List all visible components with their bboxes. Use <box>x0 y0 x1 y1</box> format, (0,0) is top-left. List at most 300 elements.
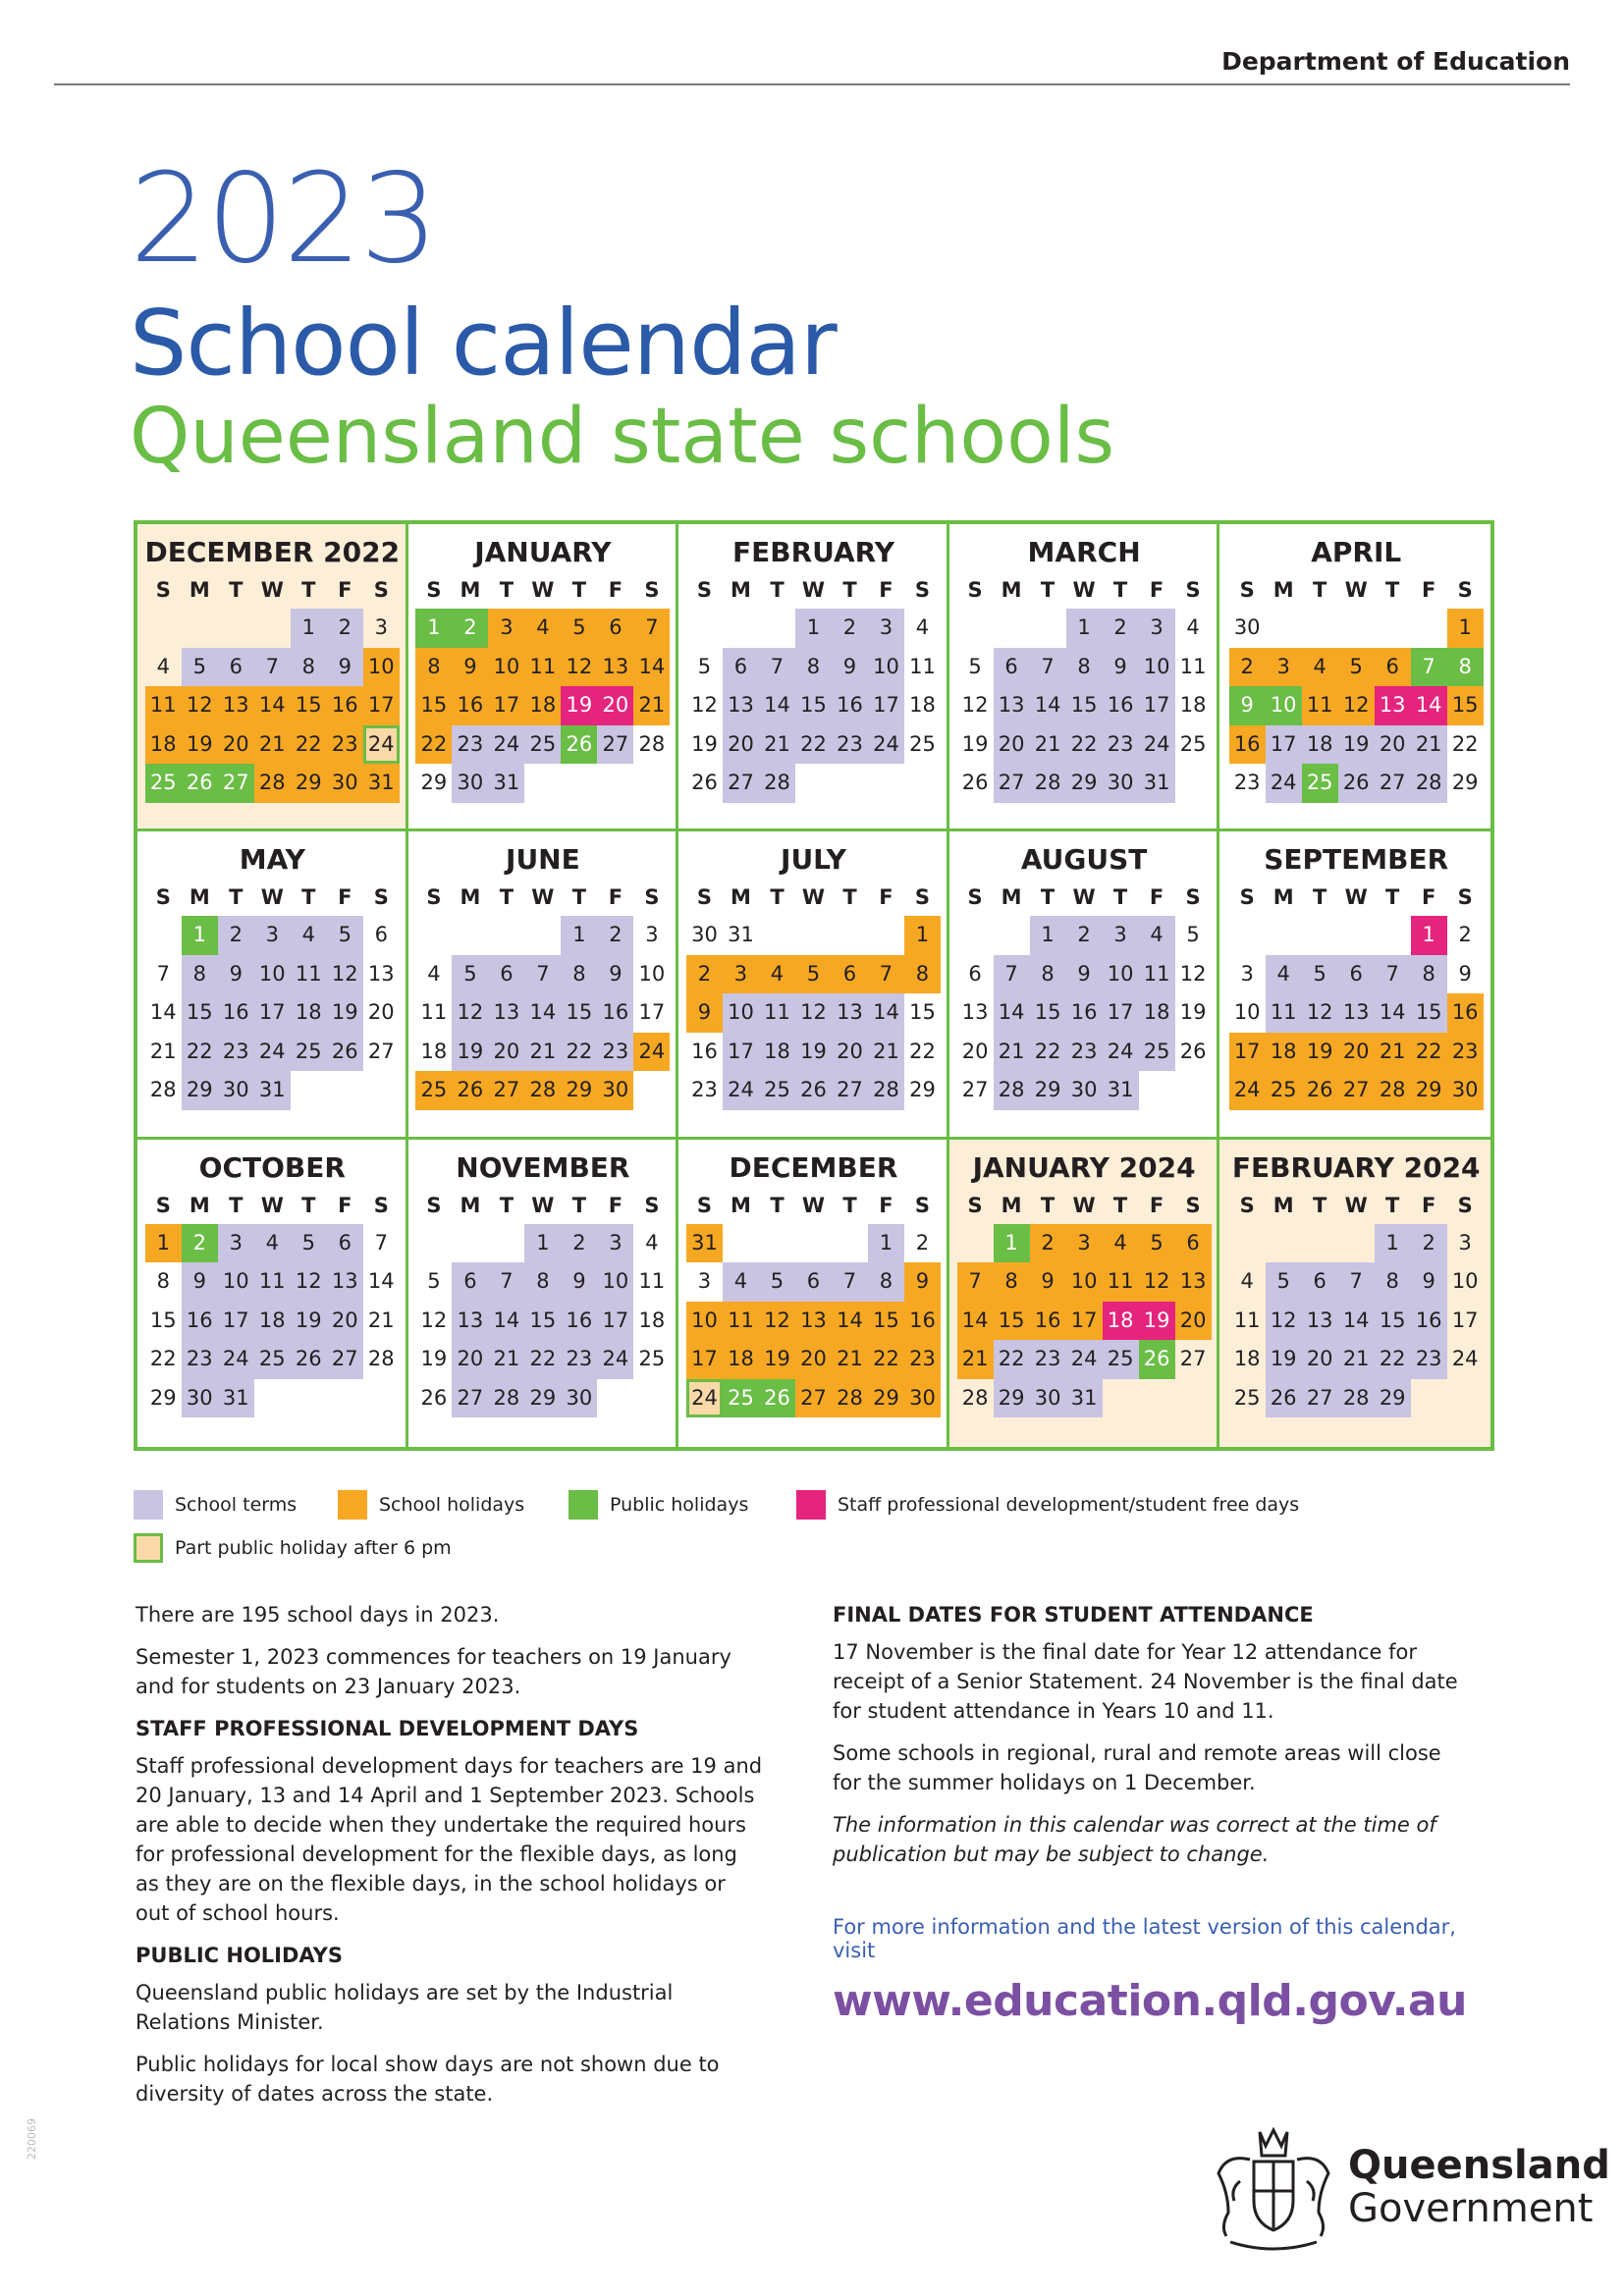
day-cell: 18 <box>1233 1347 1261 1371</box>
day-cell: 6 <box>1302 1262 1338 1302</box>
day-cell: 17 <box>723 1033 759 1072</box>
day-cell: 23 <box>218 1033 254 1072</box>
day-cell: 27 <box>327 1340 363 1379</box>
week-row <box>414 609 673 648</box>
day-cell <box>1229 1224 1266 1263</box>
weekday-header <box>1225 879 1487 916</box>
weekday-label: F <box>338 578 352 602</box>
day-cell: 5 <box>1302 955 1338 994</box>
week-row <box>1225 1302 1487 1341</box>
week-row <box>143 764 402 803</box>
day-cell: 27 <box>961 1078 989 1102</box>
day-cell: 25 <box>415 1071 452 1110</box>
weekday-header <box>143 571 402 609</box>
school-holidays-swatch <box>338 1490 367 1520</box>
day-cell: 28 <box>488 1379 524 1418</box>
weekday-label: S <box>155 1193 171 1217</box>
week-row <box>414 1224 673 1263</box>
day-cell: 7 <box>374 1230 388 1255</box>
day-cell: 17 <box>597 1302 633 1341</box>
day-cell: 25 <box>254 1340 291 1379</box>
day-cell: 24 <box>363 725 400 765</box>
day-cell: 14 <box>868 993 904 1033</box>
day-cell: 21 <box>1338 1340 1375 1379</box>
day-cell: 10 <box>488 648 524 687</box>
day-cell: 24 <box>868 725 904 765</box>
day-cell: 9 <box>452 648 488 687</box>
day-cell: 30 <box>1103 764 1139 803</box>
day-cell: 31 <box>1103 1071 1139 1110</box>
day-cell: 30 <box>691 923 718 947</box>
day-cell: 10 <box>254 955 291 994</box>
day-cell: 10 <box>1139 648 1175 687</box>
weekday-label: S <box>1457 885 1473 910</box>
week-row <box>1225 916 1487 955</box>
show-days-text: Public holidays for local show days are not shown due to diversity of dates across the state. <box>135 2053 720 2106</box>
day-cell: 29 <box>291 764 327 803</box>
day-cell: 3 <box>645 923 659 947</box>
education-url-link[interactable]: www.education.qld.gov.au <box>833 1976 1468 2026</box>
day-cell <box>633 764 670 803</box>
day-cell: 27 <box>1302 1379 1338 1418</box>
day-cell: 22 <box>524 1340 561 1379</box>
day-cell: 14 <box>367 1269 395 1294</box>
day-cell: 30 <box>597 1071 633 1110</box>
weekday-label: M <box>1001 885 1022 910</box>
month-block <box>949 1140 1220 1447</box>
day-cell: 21 <box>994 1033 1030 1072</box>
day-cell: 7 <box>488 1262 524 1302</box>
day-cell: 6 <box>1375 648 1411 687</box>
month-name: JULY <box>781 843 846 877</box>
week-row <box>414 916 673 955</box>
day-cell: 25 <box>145 764 182 803</box>
day-cell: 5 <box>561 609 597 648</box>
page-title: School calendar <box>130 291 837 396</box>
day-cell: 19 <box>795 1033 832 1072</box>
day-cell: 16 <box>904 1302 941 1341</box>
week-row <box>1225 993 1487 1033</box>
week-row <box>684 1379 943 1418</box>
day-cell: 22 <box>994 1340 1030 1379</box>
weekday-label: W <box>260 885 284 910</box>
day-cell <box>1375 609 1411 648</box>
month-name: APRIL <box>1311 536 1402 568</box>
week-row <box>955 609 1214 648</box>
weekday-label: T <box>301 1193 316 1217</box>
day-cell: 20 <box>994 725 1030 765</box>
day-cell: 12 <box>452 993 488 1033</box>
weekday-label: F <box>338 885 352 910</box>
day-cell: 21 <box>868 1033 904 1072</box>
day-cell: 1 <box>1447 609 1484 648</box>
legend-school-terms <box>134 1490 297 1520</box>
week-row <box>143 1379 402 1418</box>
weekday-label: W <box>531 885 555 910</box>
weekday-label: T <box>1112 578 1128 602</box>
day-cell: 11 <box>420 1000 448 1025</box>
day-cell: 7 <box>957 1262 994 1302</box>
month-block <box>408 524 679 831</box>
week-row <box>684 916 943 955</box>
day-cell: 27 <box>994 764 1030 803</box>
month-name: AUGUST <box>1020 843 1148 877</box>
staff-pd-text: Staff professional development days for teachers are 19 and 20 January, 13 and 14 April and 1 September 2023. Schools are able to decide when they undertake the required hours for professional development for the flexible days, as long as they are on the flexible days, in the school holidays or out of school hours. <box>135 1754 763 1925</box>
day-cell: 7 <box>254 648 291 687</box>
weekday-label: T <box>1313 1193 1327 1217</box>
weekday-label: F <box>1149 885 1164 910</box>
day-cell: 2 <box>218 916 254 955</box>
month-block <box>949 831 1220 1139</box>
day-cell: 30 <box>904 1379 941 1418</box>
weekday-label: T <box>842 1193 857 1217</box>
coat-of-arms-icon <box>1211 2122 1336 2255</box>
weekday-label: T <box>1040 885 1056 910</box>
day-cell: 4 <box>1186 615 1200 639</box>
day-cell: 25 <box>909 731 936 756</box>
day-cell: 8 <box>524 1262 561 1302</box>
day-cell: 2 <box>1411 1224 1447 1263</box>
day-cell <box>218 609 254 648</box>
day-cell: 14 <box>633 648 670 687</box>
weekday-label: T <box>1040 1193 1056 1217</box>
day-cell: 24 <box>633 1033 670 1072</box>
day-cell: 4 <box>1139 916 1175 955</box>
day-cell: 6 <box>832 955 868 994</box>
day-cell <box>254 1379 291 1418</box>
day-cell: 30 <box>1066 1071 1103 1110</box>
weekday-label: F <box>608 1193 623 1217</box>
day-cell: 4 <box>723 1262 759 1302</box>
day-cell: 28 <box>961 1385 989 1410</box>
day-cell: 11 <box>723 1302 759 1341</box>
day-cell <box>832 764 868 803</box>
weekday-label: T <box>301 885 316 910</box>
day-cell <box>904 764 941 803</box>
day-cell: 6 <box>1175 1224 1212 1263</box>
week-row <box>955 686 1214 725</box>
weekday-label: T <box>499 885 514 910</box>
day-cell: 22 <box>561 1033 597 1072</box>
day-cell: 8 <box>904 955 941 994</box>
week-row <box>143 1224 402 1263</box>
day-cell: 13 <box>218 686 254 725</box>
day-cell <box>1266 1224 1302 1263</box>
day-cell: 11 <box>1139 955 1175 994</box>
day-cell: 10 <box>363 648 400 687</box>
week-row <box>684 1033 943 1072</box>
day-cell: 25 <box>1103 1340 1139 1379</box>
notes-right <box>833 1600 1468 2026</box>
day-cell: 12 <box>327 955 363 994</box>
day-cell: 26 <box>691 771 718 794</box>
weekday-label: W <box>1344 885 1368 910</box>
month-block <box>408 1140 679 1447</box>
day-cell: 18 <box>759 1033 795 1072</box>
weekday-header <box>684 879 943 916</box>
day-cell: 26 <box>1302 1071 1338 1110</box>
day-cell: 24 <box>1103 1033 1139 1072</box>
weekday-label: T <box>842 885 857 910</box>
day-cell: 16 <box>1411 1302 1447 1341</box>
day-cell: 21 <box>957 1340 994 1379</box>
week-row <box>955 993 1214 1033</box>
day-cell: 2 <box>1030 1224 1066 1263</box>
day-cell: 21 <box>149 1039 177 1063</box>
day-cell: 30 <box>452 764 488 803</box>
day-cell: 22 <box>182 1033 218 1072</box>
day-cell <box>868 764 904 803</box>
day-cell: 1 <box>868 1224 904 1263</box>
day-cell: 16 <box>1030 1302 1066 1341</box>
day-cell: 25 <box>1302 764 1338 803</box>
day-cell: 9 <box>1103 648 1139 687</box>
weekday-label: S <box>644 1193 660 1217</box>
week-row <box>143 916 402 955</box>
day-cell: 12 <box>291 1262 327 1302</box>
week-row <box>414 1262 673 1302</box>
day-cell <box>415 916 452 955</box>
week-row <box>955 725 1214 765</box>
weekday-header <box>955 1187 1214 1224</box>
day-cell: 10 <box>1451 1269 1479 1294</box>
day-cell: 8 <box>415 648 452 687</box>
day-cell: 26 <box>561 725 597 765</box>
day-cell: 24 <box>723 1071 759 1110</box>
week-row <box>955 1033 1214 1072</box>
staff-pd-heading: STAFF PROFESSIONAL DEVELOPMENT DAYS <box>135 1717 639 1740</box>
day-cell: 30 <box>1030 1379 1066 1418</box>
legend-public-holidays <box>568 1490 748 1520</box>
disclaimer-text: The information in this calendar was correct at the time of publication but may be subject to change. <box>833 1813 1436 1866</box>
day-cell: 13 <box>597 648 633 687</box>
day-cell: 9 <box>686 993 723 1033</box>
day-cell: 3 <box>488 609 524 648</box>
day-cell: 17 <box>1229 1033 1266 1072</box>
day-cell: 23 <box>597 1033 633 1072</box>
day-cell <box>686 609 723 648</box>
day-cell: 18 <box>1103 1302 1139 1341</box>
day-cell: 16 <box>597 993 633 1033</box>
day-cell: 2 <box>452 609 488 648</box>
week-row <box>414 764 673 803</box>
day-cell: 15 <box>291 686 327 725</box>
day-cell <box>1266 916 1302 955</box>
day-cell: 25 <box>291 1033 327 1072</box>
weekday-label: M <box>731 1193 751 1217</box>
day-cell: 5 <box>795 955 832 994</box>
week-row <box>684 1071 943 1110</box>
weekday-label: S <box>155 578 171 602</box>
day-cell: 13 <box>1338 993 1375 1033</box>
day-cell: 18 <box>1266 1033 1302 1072</box>
day-cell <box>1411 1379 1447 1418</box>
day-cell: 25 <box>759 1071 795 1110</box>
day-cell: 1 <box>1030 916 1066 955</box>
day-cell: 11 <box>638 1269 666 1294</box>
day-cell: 20 <box>1302 1340 1338 1379</box>
weekday-label: F <box>1422 885 1436 910</box>
day-cell: 26 <box>759 1379 795 1418</box>
day-cell: 4 <box>645 1230 659 1255</box>
day-cell: 18 <box>909 693 936 717</box>
weekday-label: M <box>1272 885 1294 910</box>
day-cell <box>1139 1379 1175 1418</box>
day-cell: 31 <box>1066 1379 1103 1418</box>
day-cell: 25 <box>1233 1385 1261 1410</box>
day-cell: 29 <box>1066 764 1103 803</box>
day-cell: 27 <box>1375 764 1411 803</box>
day-cell: 15 <box>1447 686 1484 725</box>
week-row <box>143 1033 402 1072</box>
day-cell <box>452 1224 488 1263</box>
week-row <box>684 648 943 687</box>
weekday-label: M <box>460 1193 481 1217</box>
day-cell: 20 <box>488 1033 524 1072</box>
month-block <box>408 831 679 1139</box>
day-cell: 11 <box>254 1262 291 1302</box>
weekday-label: W <box>1344 1193 1368 1217</box>
day-cell: 30 <box>327 764 363 803</box>
day-cell: 9 <box>182 1262 218 1302</box>
day-cell: 4 <box>427 961 441 986</box>
day-cell: 3 <box>868 609 904 648</box>
weekday-label: T <box>229 1193 244 1217</box>
day-cell <box>291 1071 327 1110</box>
day-cell: 31 <box>1139 764 1175 803</box>
week-row <box>143 1340 402 1379</box>
day-cell: 13 <box>367 961 395 986</box>
day-cell: 22 <box>1411 1033 1447 1072</box>
week-row <box>1225 648 1487 687</box>
day-cell: 2 <box>832 609 868 648</box>
legend-label: Part public holiday after 6 pm <box>175 1537 452 1559</box>
day-cell: 6 <box>374 923 388 947</box>
day-cell: 26 <box>291 1340 327 1379</box>
day-cell: 9 <box>1066 955 1103 994</box>
day-cell: 11 <box>759 993 795 1033</box>
day-cell: 4 <box>1302 648 1338 687</box>
day-cell: 28 <box>254 764 291 803</box>
day-cell: 5 <box>1139 1224 1175 1263</box>
day-cell: 2 <box>561 1224 597 1263</box>
day-cell: 19 <box>691 731 718 756</box>
month-block <box>137 524 408 831</box>
day-cell <box>1447 1379 1484 1418</box>
day-cell: 8 <box>868 1262 904 1302</box>
weekday-label: T <box>842 578 857 602</box>
day-cell: 12 <box>795 993 832 1033</box>
day-cell: 18 <box>1302 725 1338 765</box>
part-public-swatch <box>134 1533 163 1563</box>
month-name: SEPTEMBER <box>1264 843 1449 877</box>
gov-line-2: Government <box>1348 2186 1594 2231</box>
day-cell: 12 <box>691 693 718 717</box>
day-cell: 1 <box>1411 916 1447 955</box>
day-cell: 19 <box>327 993 363 1033</box>
week-row <box>414 686 673 725</box>
month-name: MAY <box>239 843 305 877</box>
weekday-label: S <box>696 885 713 910</box>
day-cell: 6 <box>795 1262 832 1302</box>
day-cell: 7 <box>524 955 561 994</box>
day-cell: 29 <box>1375 1379 1411 1418</box>
day-cell: 16 <box>561 1302 597 1341</box>
day-cell: 14 <box>957 1302 994 1341</box>
day-cell: 26 <box>1139 1340 1175 1379</box>
day-cell: 13 <box>795 1302 832 1341</box>
day-cell: 8 <box>1030 955 1066 994</box>
day-cell: 3 <box>1066 1224 1103 1263</box>
day-cell: 10 <box>868 648 904 687</box>
government-wordmark <box>1348 2144 1610 2230</box>
weekday-header <box>955 571 1214 609</box>
day-cell: 15 <box>909 1000 936 1025</box>
month-name: DECEMBER <box>729 1150 898 1184</box>
weekday-label: M <box>460 885 481 910</box>
day-cell: 19 <box>759 1340 795 1379</box>
week-row <box>414 1302 673 1341</box>
day-cell: 7 <box>633 609 670 648</box>
day-cell: 13 <box>961 1000 989 1025</box>
day-cell: 20 <box>961 1039 989 1063</box>
weekday-label: S <box>914 885 931 910</box>
week-row <box>684 1224 943 1263</box>
document-code: 220069 <box>26 2118 38 2160</box>
day-cell: 19 <box>961 731 989 756</box>
day-cell: 8 <box>795 648 832 687</box>
legend-label: School holidays <box>379 1494 525 1516</box>
weekday-label: W <box>531 1193 555 1217</box>
day-cell: 8 <box>156 1269 170 1294</box>
day-cell: 17 <box>1451 1308 1479 1332</box>
day-cell: 22 <box>868 1340 904 1379</box>
day-cell: 12 <box>1266 1302 1302 1341</box>
day-cell: 28 <box>1030 764 1066 803</box>
day-cell <box>1175 1379 1212 1418</box>
weekday-label: S <box>1239 885 1255 910</box>
day-cell: 28 <box>832 1379 868 1418</box>
day-cell <box>1175 764 1212 803</box>
day-cell: 4 <box>1240 1269 1254 1294</box>
day-cell: 22 <box>795 725 832 765</box>
day-cell: 27 <box>488 1071 524 1110</box>
day-cell: 23 <box>1411 1340 1447 1379</box>
day-cell: 11 <box>1302 686 1338 725</box>
day-cell: 21 <box>488 1340 524 1379</box>
day-cell: 12 <box>759 1302 795 1341</box>
day-cell: 31 <box>728 923 754 947</box>
day-cell: 5 <box>427 1269 441 1294</box>
day-cell: 10 <box>1066 1262 1103 1302</box>
day-cell: 3 <box>723 955 759 994</box>
week-row <box>1225 1071 1487 1110</box>
week-row <box>414 955 673 994</box>
weekday-label: F <box>608 885 623 910</box>
day-cell: 7 <box>1030 648 1066 687</box>
week-row <box>414 1033 673 1072</box>
day-cell: 27 <box>795 1379 832 1418</box>
day-cell: 26 <box>1179 1039 1207 1063</box>
day-cell: 20 <box>1175 1302 1212 1341</box>
day-cell: 21 <box>633 686 670 725</box>
month-block <box>1219 831 1490 1139</box>
month-name: JANUARY 2024 <box>972 1150 1196 1184</box>
day-cell: 10 <box>723 993 759 1033</box>
month-name: DECEMBER 2022 <box>144 536 401 568</box>
month-block <box>678 831 949 1139</box>
day-cell: 25 <box>1266 1071 1302 1110</box>
